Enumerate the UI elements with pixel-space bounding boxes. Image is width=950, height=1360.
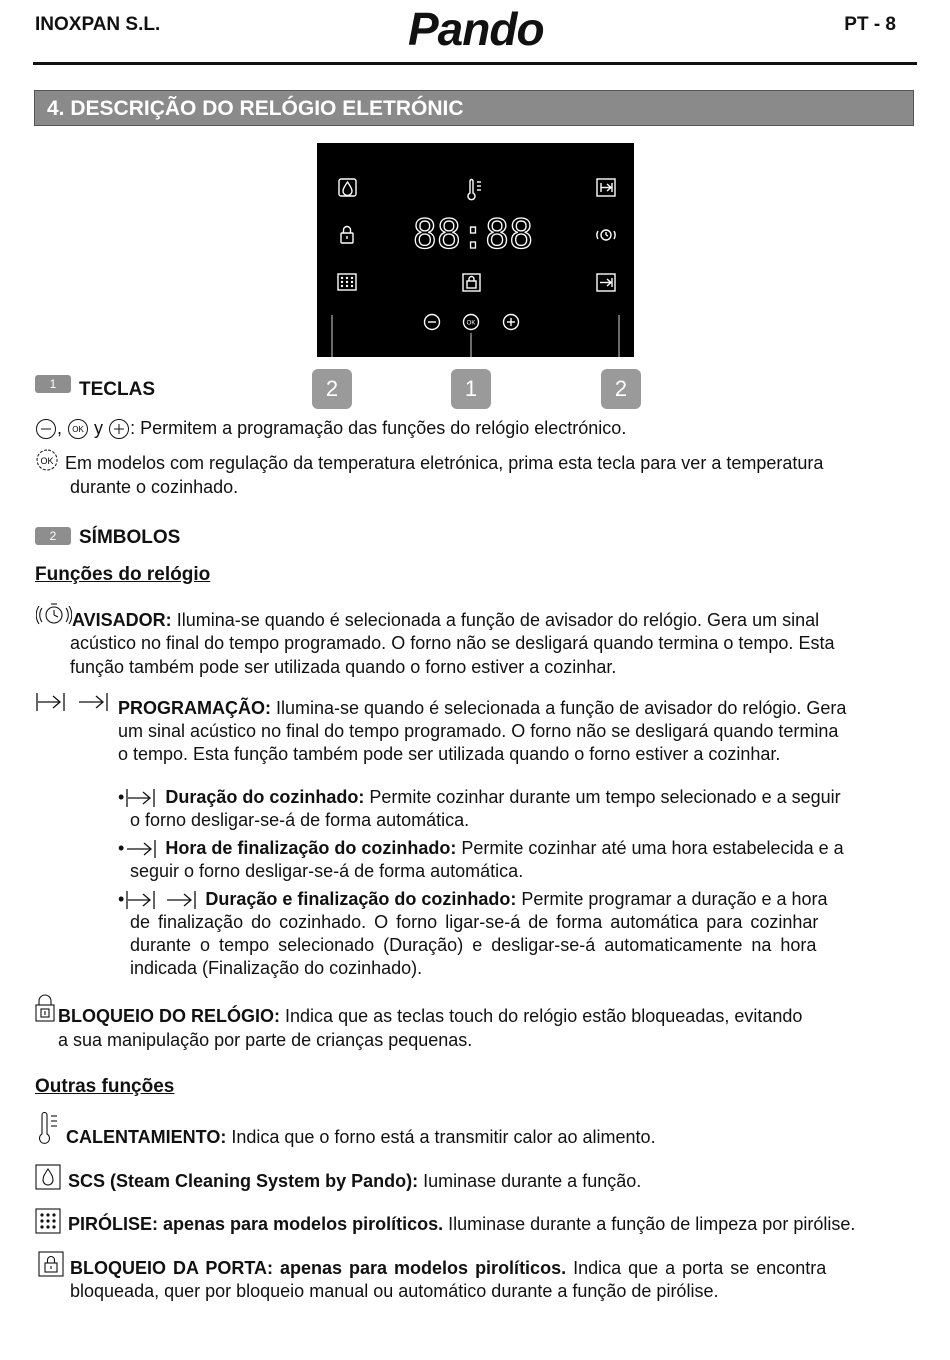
bloqueio-relogio-line1-text: Indica que as teclas touch do relógio estão bloqueadas, evitando — [285, 1006, 803, 1026]
bloqueio-relogio-line1 — [58, 1005, 802, 1029]
calentamiento-line — [66, 1126, 656, 1150]
duration-icon — [124, 786, 160, 810]
clock-panel — [317, 143, 634, 357]
bullet-duration-end-line3: durante o tempo selecionado (Duração) e desligar-se-á automaticamente na hora — [130, 935, 817, 955]
bullet-duration-text: Permite cozinhar durante um tempo selecionado e a seguir — [369, 787, 841, 807]
duration-end-icons — [124, 888, 200, 912]
programacao-line2: um sinal acústico no final do tempo programado. O forno não se desligará quando termina — [118, 721, 839, 741]
bullet-duration-line2: o forno desligar-se-á de forma automática. — [130, 810, 470, 830]
avisador-label: AVISADOR: — [72, 610, 172, 630]
avisador-line3: função também pode ser utilizada quando o forno estiver a cozinhar. — [70, 657, 617, 677]
ok-temperature-icon — [34, 448, 60, 472]
thermometer-icon — [468, 180, 481, 200]
pirolise-text: Iluminase durante a função de limpeza por pirólise. — [448, 1214, 856, 1234]
alarm-icon — [36, 600, 72, 628]
duration-icon — [597, 179, 615, 196]
bullet-duration-end-label: Duração e finalização do cozinhado: — [205, 889, 517, 909]
pyrolysis-grid-icon — [35, 1208, 61, 1234]
water-drop-icon — [35, 1164, 61, 1190]
section-title: 4. DESCRIÇÃO DO RELÓGIO ELETRÓNIC — [34, 90, 914, 126]
bullet-duration-end-line4: indicada (Finalização do cozinhado). — [130, 958, 423, 978]
bullet-end-time-text: Permite cozinhar até uma hora estabelecida e a — [461, 838, 844, 858]
bullet-duration-label: Duração do cozinhado: — [165, 787, 365, 807]
calentamiento-label: CALENTAMIENTO: — [66, 1127, 227, 1147]
keys-separator-y: y — [94, 418, 104, 438]
programacao-line3: o tempo. Esta função também pode ser utilizada quando o forno estiver a cozinhar. — [118, 744, 781, 764]
callout-marker-2-right: 2 — [601, 369, 641, 409]
bullet-duration-end-line2: de finalização do cozinhado. O forno ligar-se-á de forma automática para cozinhar — [130, 912, 819, 932]
plus-key-icon — [108, 418, 130, 440]
avisador-line2: acústico no final do tempo programado. O forno não se desligará quando termina o tempo. Esta — [70, 633, 835, 653]
minus-key-icon — [35, 418, 57, 440]
bloqueio-porta-line1 — [70, 1257, 916, 1281]
clock-functions-title: Funções do relógio — [35, 564, 211, 585]
page-number: PT - 8 — [844, 14, 896, 35]
teclas-title: TECLAS — [79, 379, 155, 400]
company-name: INOXPAN S.L. — [35, 14, 161, 35]
simbolos-title: SÍMBOLOS — [79, 527, 181, 548]
programacao-label: PROGRAMAÇÃO: — [118, 698, 271, 718]
bullet-duration-end: • Duração e finalização do cozinhado: Permite programar a duração e a hora — [118, 888, 828, 912]
keys-description — [35, 417, 626, 441]
programming-icons — [35, 690, 111, 714]
bullet-duration: • Duração do cozinhado: Permite cozinhar durante um tempo selecionado e a seguir — [118, 786, 841, 810]
end-time-icon — [124, 837, 160, 861]
keys-separator-comma: , — [57, 418, 63, 438]
calentamiento-text: Indica que o forno está a transmitir calor ao alimento. — [231, 1127, 656, 1147]
clock-lock-icon — [34, 993, 56, 1023]
svg-text:OK: OK — [466, 320, 476, 327]
minus-button-icon — [425, 315, 440, 330]
bloqueio-porta-label: BLOQUEIO DA PORTA: apenas para modelos pirolíticos. — [70, 1258, 567, 1278]
end-time-icon — [597, 274, 615, 291]
alarm-clock-icon — [597, 230, 615, 240]
bloqueio-relogio-label: BLOQUEIO DO RELÓGIO: — [58, 1006, 281, 1026]
brand-logo: Pando — [408, 3, 544, 55]
programacao-line1-text: Ilumina-se quando é selecionada a função de avisador do relógio. Gera — [276, 698, 847, 718]
avisador-line1-text: Ilumina-se quando é selecionada a função de avisador do relógio. Gera um sinal — [176, 610, 820, 630]
avisador-line1 — [72, 609, 915, 633]
bloqueio-porta-line2: bloqueada, quer por bloqueio manual ou automático durante a função de pirólise. — [70, 1281, 719, 1301]
keys-text: : Permitem a programação das funções do relógio electrónico. — [130, 418, 627, 438]
digital-display: 88:88 — [412, 212, 534, 258]
bullet-end-time-line2: seguir o forno desligar-se-á de forma automática. — [130, 861, 524, 881]
scs-line — [68, 1170, 641, 1194]
scs-text: Iuminase durante a função. — [423, 1171, 642, 1191]
steam-cleaning-icon — [339, 179, 356, 196]
clock-panel-graphic — [317, 143, 634, 357]
programacao-line1 — [118, 697, 846, 721]
bloqueio-relogio-line2: a sua manipulação por parte de crianças pequenas. — [58, 1030, 473, 1050]
door-lock-icon — [463, 274, 480, 291]
header-divider — [33, 62, 917, 65]
padlock-icon — [341, 227, 353, 244]
pirolise-label: PIRÓLISE: apenas para modelos pirolíticos. — [68, 1214, 444, 1234]
callout-marker-1: 1 — [451, 369, 491, 409]
svg-text:OK: OK — [40, 456, 54, 466]
callout-marker-2-left: 2 — [312, 369, 352, 409]
plus-button-icon — [504, 315, 519, 330]
ok-key-line1: Em modelos com regulação da temperatura eletrónica, prima esta tecla para ver a temperatura — [65, 453, 824, 473]
pirolise-line — [68, 1213, 855, 1237]
scs-label: SCS (Steam Cleaning System by Pando): — [68, 1171, 419, 1191]
ok-key-line2: durante o cozinhado. — [70, 477, 239, 497]
bullet-duration-end-text: Permite programar a duração e a hora — [521, 889, 828, 909]
ok-key-icon — [67, 418, 89, 440]
door-lock-icon — [38, 1251, 66, 1277]
teclas-badge: 1 — [35, 375, 71, 393]
svg-text:OK: OK — [72, 425, 84, 435]
bullet-end-time: • Hora de finalização do cozinhado: Permite cozinhar até uma hora estabelecida e a — [118, 837, 844, 861]
simbolos-badge: 2 — [35, 527, 71, 545]
bloqueio-porta-line1-text: Indica que a porta se encontra — [573, 1258, 827, 1278]
bullet-end-time-label: Hora de finalização do cozinhado: — [165, 838, 457, 858]
other-functions-title: Outras funções — [35, 1076, 175, 1097]
heating-thermometer-icon — [36, 1112, 62, 1146]
